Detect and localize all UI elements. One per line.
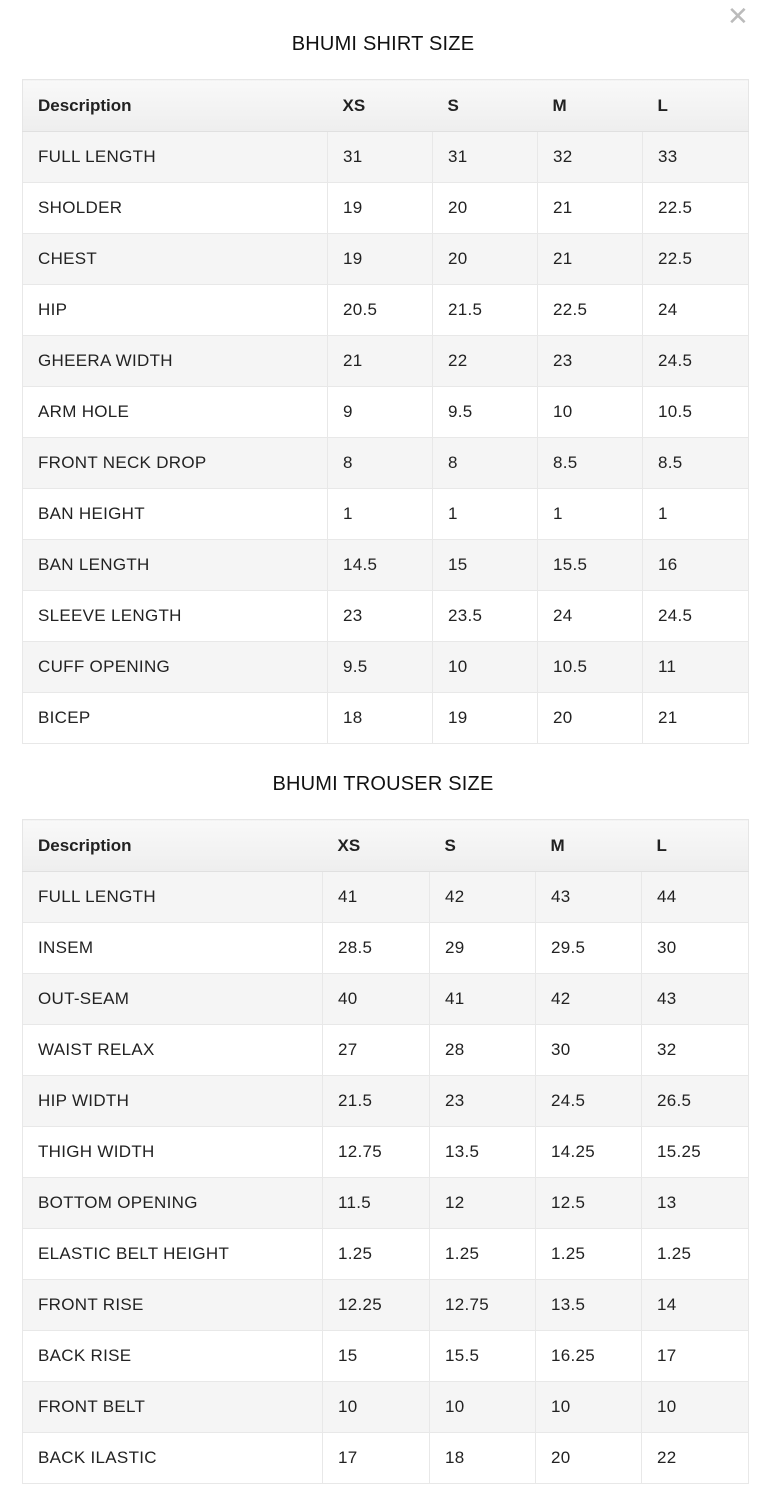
size-value: 20 <box>433 183 538 234</box>
measurement-label: WAIST RELAX <box>23 1025 323 1076</box>
column-header: XS <box>323 820 430 872</box>
size-value: 32 <box>538 132 643 183</box>
size-value: 8.5 <box>538 438 643 489</box>
measurement-label: CHEST <box>23 234 328 285</box>
column-header: Description <box>23 820 323 872</box>
size-value: 1.25 <box>323 1229 430 1280</box>
table-row <box>23 234 749 285</box>
size-value: 18 <box>328 693 433 744</box>
measurement-label: BACK ILASTIC <box>23 1433 323 1484</box>
size-value: 1 <box>433 489 538 540</box>
table-row <box>23 1229 749 1280</box>
size-value: 43 <box>536 872 642 923</box>
size-value: 21.5 <box>433 285 538 336</box>
size-value: 9.5 <box>328 642 433 693</box>
size-value: 30 <box>536 1025 642 1076</box>
size-value: 24 <box>643 285 749 336</box>
size-value: 1 <box>328 489 433 540</box>
size-value: 22.5 <box>643 234 749 285</box>
column-header: Description <box>23 80 328 132</box>
table-row <box>23 642 749 693</box>
size-value: 10 <box>642 1382 749 1433</box>
size-value: 20 <box>538 693 643 744</box>
size-value: 24.5 <box>643 591 749 642</box>
size-value: 15.5 <box>538 540 643 591</box>
size-value: 21 <box>538 234 643 285</box>
size-value: 10 <box>433 642 538 693</box>
trouser-size-table <box>22 819 749 1484</box>
header-row <box>23 820 749 872</box>
size-value: 9.5 <box>433 387 538 438</box>
size-value: 29.5 <box>536 923 642 974</box>
size-value: 12.75 <box>323 1127 430 1178</box>
size-value: 42 <box>536 974 642 1025</box>
size-value: 16 <box>643 540 749 591</box>
size-value: 15.25 <box>642 1127 749 1178</box>
size-value: 19 <box>433 693 538 744</box>
size-value: 21 <box>538 183 643 234</box>
size-value: 10 <box>323 1382 430 1433</box>
size-value: 20 <box>433 234 538 285</box>
trouser-size-title: BHUMI TROUSER SIZE <box>272 773 494 795</box>
column-header: L <box>643 80 749 132</box>
column-header: M <box>536 820 642 872</box>
measurement-label: BOTTOM OPENING <box>23 1178 323 1229</box>
size-value: 15.5 <box>430 1331 536 1382</box>
size-value: 10 <box>536 1382 642 1433</box>
size-value: 12.5 <box>536 1178 642 1229</box>
size-value: 23.5 <box>433 591 538 642</box>
size-value: 22.5 <box>643 183 749 234</box>
measurement-label: FRONT NECK DROP <box>23 438 328 489</box>
size-value: 32 <box>642 1025 749 1076</box>
size-value: 20 <box>536 1433 642 1484</box>
size-value: 42 <box>430 872 536 923</box>
measurement-label: FRONT BELT <box>23 1382 323 1433</box>
size-value: 15 <box>433 540 538 591</box>
measurement-label: FULL LENGTH <box>23 872 323 923</box>
measurement-label: ARM HOLE <box>23 387 328 438</box>
size-value: 43 <box>642 974 749 1025</box>
size-value: 24.5 <box>643 336 749 387</box>
table-row <box>23 438 749 489</box>
size-value: 31 <box>433 132 538 183</box>
measurement-label: FULL LENGTH <box>23 132 328 183</box>
size-value: 10.5 <box>643 387 749 438</box>
table-row <box>23 183 749 234</box>
table-row <box>23 336 749 387</box>
size-value: 19 <box>328 234 433 285</box>
size-value: 10.5 <box>538 642 643 693</box>
measurement-label: BAN LENGTH <box>23 540 328 591</box>
measurement-label: CUFF OPENING <box>23 642 328 693</box>
size-value: 16.25 <box>536 1331 642 1382</box>
size-value: 14.5 <box>328 540 433 591</box>
table-row <box>23 591 749 642</box>
table-row <box>23 285 749 336</box>
size-value: 12.75 <box>430 1280 536 1331</box>
size-value: 10 <box>538 387 643 438</box>
measurement-label: THIGH WIDTH <box>23 1127 323 1178</box>
column-header: L <box>642 820 749 872</box>
measurement-label: INSEM <box>23 923 323 974</box>
size-value: 24.5 <box>536 1076 642 1127</box>
size-value: 8 <box>328 438 433 489</box>
column-header: S <box>430 820 536 872</box>
size-value: 40 <box>323 974 430 1025</box>
size-value: 23 <box>430 1076 536 1127</box>
table-row <box>23 693 749 744</box>
table-row <box>23 1280 749 1331</box>
size-value: 41 <box>430 974 536 1025</box>
size-value: 44 <box>642 872 749 923</box>
table-row <box>23 1025 749 1076</box>
size-value: 11 <box>643 642 749 693</box>
table-row <box>23 1127 749 1178</box>
size-value: 12 <box>430 1178 536 1229</box>
shirt-size-title: BHUMI SHIRT SIZE <box>291 33 475 55</box>
size-value: 22 <box>642 1433 749 1484</box>
size-value: 23 <box>328 591 433 642</box>
table-row <box>23 387 749 438</box>
size-value: 28 <box>430 1025 536 1076</box>
size-value: 12.25 <box>323 1280 430 1331</box>
size-value: 10 <box>430 1382 536 1433</box>
size-value: 13.5 <box>430 1127 536 1178</box>
size-value: 13 <box>642 1178 749 1229</box>
table-row <box>23 1178 749 1229</box>
size-value: 14 <box>642 1280 749 1331</box>
size-value: 1.25 <box>430 1229 536 1280</box>
size-value: 1.25 <box>642 1229 749 1280</box>
column-header: S <box>433 80 538 132</box>
measurement-label: HIP <box>23 285 328 336</box>
table-row <box>23 974 749 1025</box>
table-row <box>23 132 749 183</box>
size-value: 23 <box>538 336 643 387</box>
size-value: 22.5 <box>538 285 643 336</box>
size-value: 1.25 <box>536 1229 642 1280</box>
measurement-label: HIP WIDTH <box>23 1076 323 1127</box>
table-row <box>23 489 749 540</box>
size-value: 13.5 <box>536 1280 642 1331</box>
table-row <box>23 1331 749 1382</box>
measurement-label: BICEP <box>23 693 328 744</box>
close-icon[interactable]: ✕ <box>727 2 749 32</box>
measurement-label: OUT-SEAM <box>23 974 323 1025</box>
measurement-label: GHEERA WIDTH <box>23 336 328 387</box>
size-value: 21.5 <box>323 1076 430 1127</box>
measurement-label: FRONT RISE <box>23 1280 323 1331</box>
size-value: 1 <box>643 489 749 540</box>
table-row <box>23 1076 749 1127</box>
size-value: 22 <box>433 336 538 387</box>
column-header: XS <box>328 80 433 132</box>
measurement-label: SLEEVE LENGTH <box>23 591 328 642</box>
table-row <box>23 1382 749 1433</box>
size-value: 26.5 <box>642 1076 749 1127</box>
size-value: 8 <box>433 438 538 489</box>
table-row <box>23 923 749 974</box>
table-row <box>23 872 749 923</box>
size-value: 30 <box>642 923 749 974</box>
size-value: 27 <box>323 1025 430 1076</box>
size-value: 18 <box>430 1433 536 1484</box>
size-value: 21 <box>328 336 433 387</box>
size-value: 17 <box>323 1433 430 1484</box>
size-value: 33 <box>643 132 749 183</box>
size-value: 29 <box>430 923 536 974</box>
measurement-label: SHOLDER <box>23 183 328 234</box>
size-value: 14.25 <box>536 1127 642 1178</box>
size-value: 41 <box>323 872 430 923</box>
measurement-label: BAN HEIGHT <box>23 489 328 540</box>
size-value: 21 <box>643 693 749 744</box>
measurement-label: BACK RISE <box>23 1331 323 1382</box>
size-value: 15 <box>323 1331 430 1382</box>
size-value: 8.5 <box>643 438 749 489</box>
table-row <box>23 540 749 591</box>
size-value: 20.5 <box>328 285 433 336</box>
size-value: 28.5 <box>323 923 430 974</box>
size-value: 11.5 <box>323 1178 430 1229</box>
column-header: M <box>538 80 643 132</box>
size-value: 24 <box>538 591 643 642</box>
size-value: 31 <box>328 132 433 183</box>
measurement-label: ELASTIC BELT HEIGHT <box>23 1229 323 1280</box>
size-value: 9 <box>328 387 433 438</box>
table-row <box>23 1433 749 1484</box>
size-value: 19 <box>328 183 433 234</box>
header-row <box>23 80 749 132</box>
shirt-size-table <box>22 79 749 744</box>
size-value: 17 <box>642 1331 749 1382</box>
size-value: 1 <box>538 489 643 540</box>
